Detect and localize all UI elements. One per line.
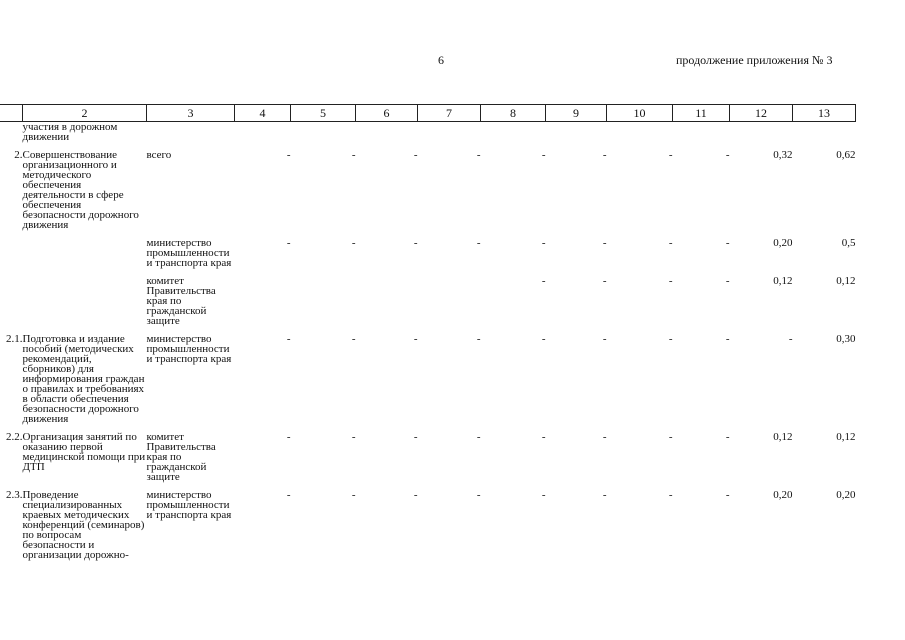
column-header: 9 bbox=[546, 105, 607, 122]
value-cell: - bbox=[541, 149, 546, 161]
value-cell bbox=[235, 122, 291, 143]
table-row bbox=[0, 142, 856, 230]
table-row bbox=[0, 482, 856, 560]
value-cell: - bbox=[413, 333, 418, 345]
value-cell: - bbox=[286, 149, 291, 161]
value-cell: - bbox=[476, 333, 481, 345]
value-cell: - bbox=[725, 431, 730, 443]
executor: министерство промышленности и транспорта края bbox=[146, 237, 232, 269]
value-cell: 0,20 bbox=[836, 489, 856, 501]
row-number bbox=[0, 122, 23, 143]
value-cell bbox=[607, 122, 673, 143]
value-cell: - bbox=[351, 431, 356, 443]
table-row bbox=[0, 122, 856, 143]
value-cell: - bbox=[668, 333, 673, 345]
value-cell bbox=[481, 122, 546, 143]
value-cell: - bbox=[602, 237, 607, 249]
value-cell: - bbox=[286, 431, 291, 443]
column-header: 12 bbox=[730, 105, 793, 122]
column-header: 4 bbox=[235, 105, 291, 122]
row-number bbox=[0, 268, 23, 326]
value-cell: - bbox=[476, 237, 481, 249]
row-number: 2. bbox=[14, 149, 23, 161]
value-cell: 0,12 bbox=[773, 275, 793, 287]
measure-name: Организация занятий по оказанию первой медицинской помощи при ДТП bbox=[22, 431, 146, 473]
data-table-container bbox=[0, 104, 856, 560]
value-cell: - bbox=[413, 431, 418, 443]
value-cell: - bbox=[602, 149, 607, 161]
row-number: 2.1. bbox=[6, 333, 23, 345]
value-cell bbox=[673, 122, 730, 143]
table-row bbox=[0, 326, 856, 424]
table-row bbox=[0, 230, 856, 268]
value-cell: - bbox=[602, 333, 607, 345]
value-cell: - bbox=[668, 275, 673, 287]
executor: всего bbox=[146, 149, 172, 161]
measure-name bbox=[23, 268, 147, 326]
value-cell: 0,20 bbox=[773, 489, 793, 501]
column-header: 13 bbox=[793, 105, 856, 122]
column-header: 8 bbox=[481, 105, 546, 122]
value-cell: - bbox=[351, 333, 356, 345]
measure-name: Подготовка и издание пособий (методических рекомендаций, сборников) для информирования граждан о правилах и требованиях в области обеспечения безопасности дорожного движения bbox=[22, 333, 145, 425]
data-table bbox=[0, 104, 856, 560]
value-cell bbox=[235, 268, 291, 326]
executor: министерство промышленности и транспорта края bbox=[146, 333, 232, 365]
value-cell: - bbox=[725, 237, 730, 249]
value-cell: - bbox=[725, 333, 730, 345]
measure-name bbox=[23, 230, 147, 268]
value-cell: - bbox=[413, 489, 418, 501]
value-cell: - bbox=[351, 149, 356, 161]
row-number: 2.3. bbox=[6, 489, 23, 501]
continuation-label: продолжение приложения № 3 bbox=[676, 53, 833, 67]
value-cell: - bbox=[286, 333, 291, 345]
value-cell: - bbox=[541, 333, 546, 345]
value-cell: - bbox=[476, 149, 481, 161]
executor: комитет Правительства края по гражданской защите bbox=[146, 275, 216, 327]
value-cell: 0,12 bbox=[836, 431, 856, 443]
value-cell: 0,12 bbox=[773, 431, 793, 443]
value-cell bbox=[291, 268, 356, 326]
executor: комитет Правительства края по гражданской защите bbox=[146, 431, 216, 483]
column-header: 7 bbox=[418, 105, 481, 122]
value-cell bbox=[356, 122, 418, 143]
value-cell: - bbox=[351, 237, 356, 249]
value-cell: 0,5 bbox=[841, 237, 856, 249]
value-cell bbox=[546, 122, 607, 143]
value-cell: - bbox=[476, 489, 481, 501]
value-cell bbox=[418, 268, 481, 326]
value-cell: - bbox=[725, 489, 730, 501]
measure-name: Совершенствование организационного и методического обеспечения деятельности в сфере обеспечения безопасности дорожного движения bbox=[22, 149, 139, 231]
column-header: 6 bbox=[356, 105, 418, 122]
value-cell: - bbox=[602, 275, 607, 287]
column-header: 11 bbox=[673, 105, 730, 122]
column-header: 2 bbox=[23, 105, 147, 122]
value-cell: 0,32 bbox=[773, 149, 793, 161]
value-cell: - bbox=[286, 237, 291, 249]
column-header: 3 bbox=[147, 105, 235, 122]
row-number bbox=[0, 230, 23, 268]
value-cell bbox=[730, 122, 793, 143]
value-cell: - bbox=[788, 333, 793, 345]
value-cell: - bbox=[668, 489, 673, 501]
measure-name: участия в дорожном движении bbox=[22, 121, 118, 143]
column-header bbox=[0, 105, 23, 122]
measure-name: Проведение специализированных краевых методических конференций (семинаров) по вопросам безопасности и организации дорожно- bbox=[22, 489, 145, 561]
value-cell: - bbox=[725, 149, 730, 161]
value-cell: - bbox=[602, 489, 607, 501]
value-cell bbox=[793, 122, 856, 143]
table-row bbox=[0, 268, 856, 326]
value-cell: - bbox=[286, 489, 291, 501]
column-header: 10 bbox=[607, 105, 673, 122]
value-cell: - bbox=[541, 431, 546, 443]
value-cell: 0,30 bbox=[836, 333, 856, 345]
column-header: 5 bbox=[291, 105, 356, 122]
value-cell: - bbox=[668, 431, 673, 443]
value-cell: - bbox=[541, 275, 546, 287]
value-cell: 0,62 bbox=[836, 149, 856, 161]
value-cell: - bbox=[351, 489, 356, 501]
value-cell: - bbox=[476, 431, 481, 443]
value-cell bbox=[418, 122, 481, 143]
value-cell: - bbox=[413, 237, 418, 249]
value-cell: - bbox=[541, 237, 546, 249]
value-cell: - bbox=[725, 275, 730, 287]
page-number: 6 bbox=[438, 53, 444, 67]
value-cell bbox=[356, 268, 418, 326]
value-cell: 0,20 bbox=[773, 237, 793, 249]
value-cell: - bbox=[668, 237, 673, 249]
value-cell: - bbox=[541, 489, 546, 501]
header-row bbox=[0, 105, 856, 122]
value-cell: 0,12 bbox=[836, 275, 856, 287]
table-row bbox=[0, 424, 856, 482]
value-cell: - bbox=[668, 149, 673, 161]
value-cell bbox=[291, 122, 356, 143]
value-cell: - bbox=[602, 431, 607, 443]
value-cell: - bbox=[413, 149, 418, 161]
executor bbox=[147, 122, 235, 143]
executor: министерство промышленности и транспорта края bbox=[146, 489, 232, 521]
row-number: 2.2. bbox=[6, 431, 23, 443]
